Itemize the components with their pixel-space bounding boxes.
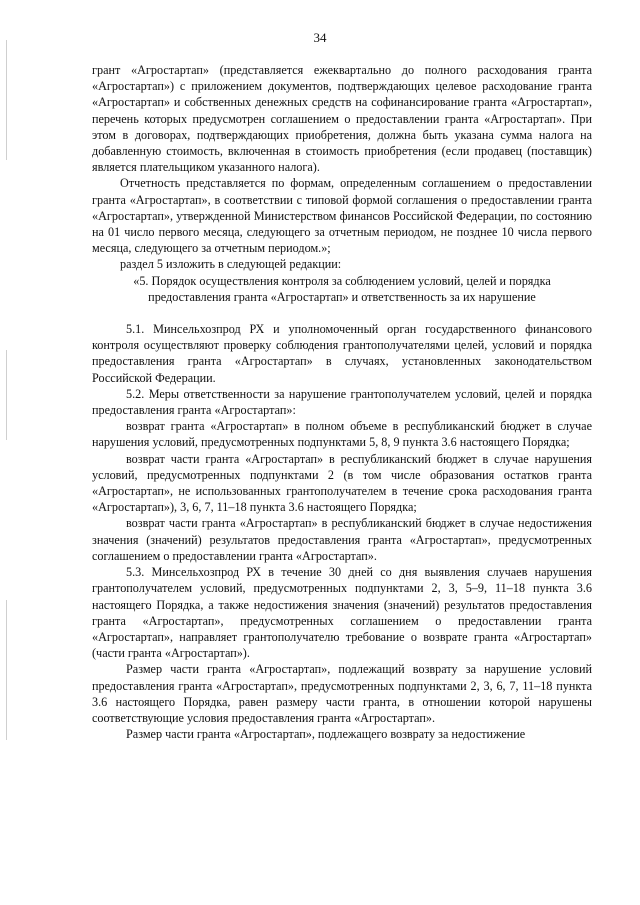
document-body xyxy=(92,62,592,742)
paragraph-full-return: возврат гранта «Агростартап» в полном объеме в республиканский бюджет в случае нарушения условий, предусмотренных подпунктами 5, 8, 9 пункта 3.6 настоящего Порядка; xyxy=(92,419,592,450)
paragraph-reporting-forms: Отчетность представляется по формам, определенным соглашением о предоставлении гранта «Агростартап», в соответствии с типовой формой соглашения о предоставлении гранта «Агростартап», утвержденной Министерством финансов Российской Федерации, по состоянию на 01 число первого месяца, следующего за отчетным периодом, не позднее 10 числа первого месяца, следующего за отчетным периодом.»; xyxy=(92,176,592,256)
paragraph-grant-report-continuation: грант «Агростартап» (представляется ежеквартально до полного расходования гранта «Агростартап») с приложением документов, подтверждающих целевое расходование гранта «Агростартап» и собственных денежных средств на софинансирование гранта «Агростартап», перечень которых предусмотрен соглашением о предоставлении гранта «Агростартап». При этом в договорах, подтверждающих приобретения, должна быть указана сумма налога на добавленную стоимость, включенная в стоимость приобретения (если продавец (поставщик) является плательщиком указанного налога). xyxy=(92,63,592,175)
paragraph-return-amount-results: Размер части гранта «Агростартап», подлежащего возврату за недостижение xyxy=(126,727,526,742)
section-heading: «5. Порядок осуществления контроля за соблюдением условий, целей и порядка предоставления гранта «Агростартап» и ответственность за их нарушение xyxy=(133,273,551,304)
paragraph-partial-return-violation: возврат части гранта «Агростартап» в республиканский бюджет в случае нарушения условий, предусмотренных подпунктами 2 (в том числе образования остатков гранта «Агростартап», не использованных грантополучателем в течение срока расходования гранта «Агростартап»), 3, 6, 7, 11–18 пункта 3.6 настоящего Порядка; xyxy=(92,451,592,515)
paragraph-section5-intro: раздел 5 изложить в следующей редакции: xyxy=(120,257,342,272)
scan-edge-mark xyxy=(6,600,7,740)
page-number: 34 xyxy=(313,30,327,45)
paragraph-5-3: 5.3. Минсельхозпрод РХ в течение 30 дней со дня выявления случаев нарушения грантополучателем условий, предусмотренных подпунктами 2, 3, 5–9, 11–18 пункта 3.6 настоящего Порядка, а также недостижения значения (значений) результатов предоставления гранта «Агростартап», предусмотренных соглашением о предоставлении гранта «Агростартап», направляет грантополучателю требование о возврате гранта «Агростартап» (части гранта «Агростартап»). xyxy=(92,565,592,661)
paragraph-partial-return-results: возврат части гранта «Агростартап» в республиканский бюджет в случае недостижения значения (значений) результатов предоставления гранта «Агростартап», предусмотренных соглашением о предоставлении гранта «Агростартап». xyxy=(92,516,592,563)
paragraph-5-1: 5.1. Минсельхозпрод РХ и уполномоченный орган государственного финансового контроля осуществляют проверку соблюдения грантополучателями целей, условий и порядка предоставления гранта «Агростартап» в случаях, установленных законодательством Российской Федерации. xyxy=(92,322,592,385)
paragraph-return-amount: Размер части гранта «Агростартап», подлежащий возврату за нарушение условий предоставления гранта «Агростартап», предусмотренных подпунктами 2, 3, 6, 7, 11–18 пункта 3.6 настоящего Порядка, равен размеру части гранта, в отношении которой нарушены соответствующие условия предоставления гранта «Агростартап». xyxy=(92,662,592,725)
scan-edge-mark xyxy=(6,350,7,440)
scan-edge-mark xyxy=(6,40,7,160)
paragraph-5-2: 5.2. Меры ответственности за нарушение грантополучателем условий, целей и порядка предоставления гранта «Агростартап»: xyxy=(92,386,592,418)
